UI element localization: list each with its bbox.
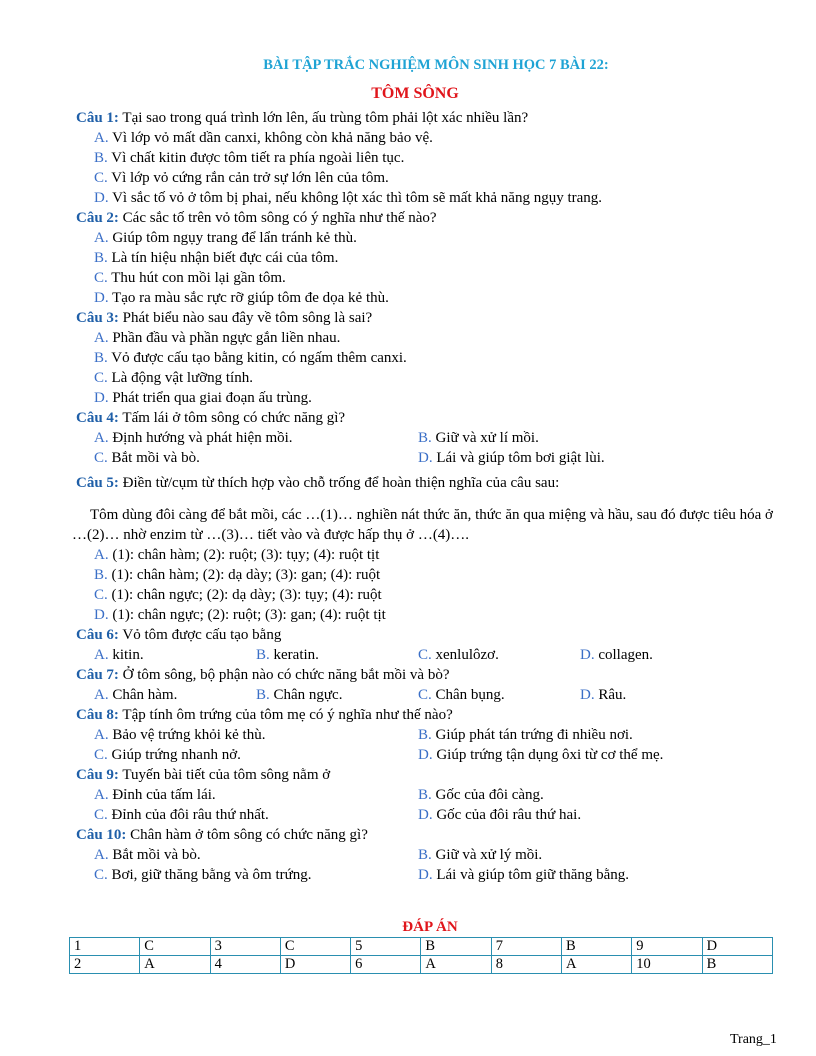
table-row [70, 938, 773, 956]
question-text: Chân hàm ở tôm sông có chức năng gì? [130, 827, 368, 843]
table-cell: 3 [210, 938, 280, 956]
option-8c: C. Giúp trứng nhanh nở. [94, 747, 241, 763]
option-2d: D. Tạo ra màu sắc rực rỡ giúp tôm đe dọa kẻ thù. [94, 290, 389, 306]
table-cell: 1 [70, 938, 140, 956]
question-8 [76, 705, 791, 725]
option-6d: D. collagen. [580, 647, 653, 663]
option-4a: A. Định hướng và phát hiện mồi. [94, 430, 293, 446]
question-number: Câu 6: [76, 627, 119, 643]
table-cell: 5 [351, 938, 421, 956]
option-3b: B. Vỏ được cấu tạo bằng kitin, có ngấm thêm canxi. [94, 350, 407, 366]
option-1a: A. Vì lớp vỏ mất dần canxi, không còn khả năng bảo vệ. [94, 130, 433, 146]
question-number: Câu 8: [76, 707, 119, 723]
options-row [94, 685, 791, 705]
table-cell: 4 [210, 956, 280, 974]
option-5d: D. (1): chân ngực; (2): ruột; (3): gan; (4): ruột tịt [94, 607, 386, 623]
question-6 [76, 625, 791, 645]
question-number: Câu 3: [76, 310, 119, 326]
option-5b: B. (1): chân hàm; (2): dạ dày; (3): gan; (4): ruột [94, 567, 381, 583]
option-3c: C. Là động vật lưỡng tính. [94, 370, 253, 386]
option-8a: A. Bảo vệ trứng khỏi kẻ thù. [94, 727, 266, 743]
option-10b: B. Giữ và xử lý mồi. [418, 847, 543, 863]
table-cell: A [421, 956, 491, 974]
question-text: Điền từ/cụm từ thích hợp vào chỗ trống để hoàn thiện nghĩa của câu sau: [122, 475, 560, 491]
options-row [94, 845, 791, 865]
question-text: Vỏ tôm được cấu tạo bằng [122, 627, 282, 643]
table-cell: D [702, 938, 772, 956]
table-cell: 2 [70, 956, 140, 974]
question-4 [76, 408, 791, 428]
table-cell: C [280, 938, 350, 956]
question-text: Phát biểu nào sau đây về tôm sông là sai? [122, 310, 373, 326]
page-number: Trang_1 [730, 1032, 777, 1047]
question-number: Câu 9: [76, 767, 119, 783]
option-5c: C. (1): chân ngực; (2): dạ dày; (3): tụy; (4): ruột [94, 587, 382, 603]
question-text: Các sắc tố trên vỏ tôm sông có ý nghĩa như thế nào? [122, 210, 437, 226]
question-number: Câu 4: [76, 410, 119, 426]
question-number: Câu 2: [76, 210, 119, 226]
option-3a: A. Phần đầu và phần ngực gắn liền nhau. [94, 330, 341, 346]
option-4d: D. Lái và giúp tôm bơi giật lùi. [418, 450, 605, 466]
question-3 [76, 308, 791, 328]
option-10d: D. Lái và giúp tôm giữ thăng bằng. [418, 867, 630, 883]
question-7 [76, 665, 791, 685]
table-cell: A [561, 956, 631, 974]
table-cell: 8 [491, 956, 561, 974]
option-5a: A. (1): chân hàm; (2): ruột; (3): tụy; (4): ruột tịt [94, 547, 380, 563]
option-2a: A. Giúp tôm ngụy trang để lẩn tránh kẻ thù. [94, 230, 357, 246]
question-number: Câu 10: [76, 827, 127, 843]
options-row [94, 785, 791, 805]
question-number: Câu 1: [76, 110, 119, 126]
question-10 [76, 825, 791, 845]
option-1d: D. Vì sắc tố vỏ ở tôm bị phai, nếu không lột xác thì tôm sẽ mất khả năng ngụy trang. [94, 190, 603, 206]
question-1 [76, 108, 791, 128]
option-6c: C. xenlulôzơ. [418, 647, 499, 663]
options-row [94, 428, 791, 448]
question-text: Tại sao trong quá trình lớn lên, ấu trùng tôm phải lột xác nhiều lần? [122, 110, 529, 126]
question-text: Ở tôm sông, bộ phận nào có chức năng bắt mồi và bò? [122, 667, 450, 683]
options-row [94, 745, 791, 765]
option-9c: C. Đỉnh của đôi râu thứ nhất. [94, 807, 269, 823]
option-6b: B. keratin. [256, 647, 319, 663]
question-list [72, 108, 791, 885]
question-number: Câu 7: [76, 667, 119, 683]
table-cell: 6 [351, 956, 421, 974]
table-cell: C [140, 938, 210, 956]
option-3d: D. Phát triển qua giai đoạn ấu trùng. [94, 390, 312, 406]
table-cell: D [280, 956, 350, 974]
table-cell: 10 [632, 956, 702, 974]
document-subtitle: TÔM SÔNG [371, 85, 459, 102]
table-cell: 7 [491, 938, 561, 956]
table-row [70, 956, 773, 974]
options-row [94, 725, 791, 745]
option-8d: D. Giúp trứng tận dụng ôxi từ cơ thể mẹ. [418, 747, 664, 763]
table-cell: 9 [632, 938, 702, 956]
question-text: Tuyến bài tiết của tôm sông nằm ở [122, 767, 331, 783]
table-cell: B [421, 938, 491, 956]
option-7b: B. Chân ngực. [256, 687, 343, 703]
options-row [94, 805, 791, 825]
question-9 [76, 765, 791, 785]
question-passage: Tôm dùng đôi càng để bắt mồi, các …(1)… nghiền nát thức ăn, thức ăn qua miệng và hầu, sau đó được tiêu hóa ở …(2)… nhờ enzim từ …(3)… tiết vào và được hấp thụ ở …(4)…. [72, 507, 773, 543]
table-cell: B [561, 938, 631, 956]
option-7d: D. Râu. [580, 687, 627, 703]
option-4c: C. Bắt mồi và bò. [94, 450, 200, 466]
option-9a: A. Đỉnh của tấm lái. [94, 787, 216, 803]
table-cell: B [702, 956, 772, 974]
options-row [94, 645, 791, 665]
answer-key-table [69, 937, 773, 974]
table-cell: A [140, 956, 210, 974]
question-2 [76, 208, 791, 228]
document-title: BÀI TẬP TRẮC NGHIỆM MÔN SINH HỌC 7 BÀI 22: [263, 57, 609, 73]
option-9b: B. Gốc của đôi càng. [418, 787, 544, 803]
question-number: Câu 5: [76, 475, 119, 491]
option-2c: C. Thu hút con mồi lại gần tôm. [94, 270, 286, 286]
question-text: Tấm lái ở tôm sông có chức năng gì? [122, 410, 346, 426]
question-5 [76, 473, 791, 493]
option-9d: D. Gốc của đôi râu thứ hai. [418, 807, 582, 823]
option-10a: A. Bắt mồi và bò. [94, 847, 201, 863]
options-row [94, 865, 791, 885]
option-1c: C. Vì lớp vỏ cứng rắn cản trở sự lớn lên của tôm. [94, 170, 389, 186]
options-row [94, 448, 791, 468]
option-7a: A. Chân hàm. [94, 687, 178, 703]
option-2b: B. Là tín hiệu nhận biết đực cái của tôm. [94, 250, 339, 266]
question-text: Tập tính ôm trứng của tôm mẹ có ý nghĩa như thế nào? [122, 707, 453, 723]
answer-key-title: ĐÁP ÁN [402, 919, 458, 935]
option-8b: B. Giúp phát tán trứng đi nhiều nơi. [418, 727, 633, 743]
option-4b: B. Giữ và xử lí mồi. [418, 430, 539, 446]
option-10c: C. Bơi, giữ thăng bằng và ôm trứng. [94, 867, 312, 883]
option-7c: C. Chân bụng. [418, 687, 505, 703]
option-6a: A. kitin. [94, 647, 144, 663]
option-1b: B. Vì chất kitin được tôm tiết ra phía ngoài liên tục. [94, 150, 405, 166]
